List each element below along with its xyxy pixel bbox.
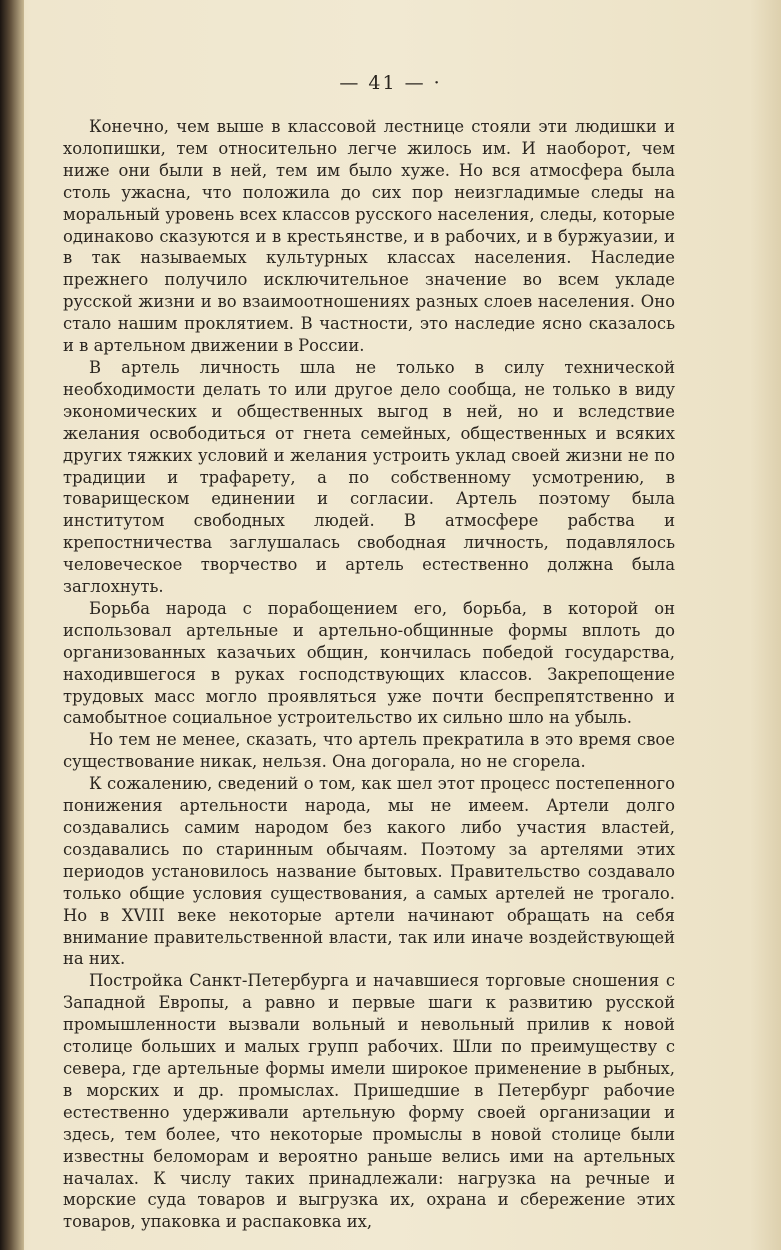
- paragraph: Но тем не менее, сказать, что артель прекратила в это время свое существование никак, нельзя. Она догорала, но не сгорела.: [63, 730, 675, 772]
- book-binding-edge: [0, 0, 24, 1250]
- paragraph: Конечно, чем выше в классовой лестнице стояли эти людишки и холопишки, тем относительно легче жилось им. И наоборот, чем ниже они были в ней, тем им было хуже. Но вся атмосфера была столь ужасна, что положила до сих пор неизгладимые следы на моральный уровень всех классов русского населения, следы, которые одинаково сказуются и в крестьянстве, и в рабочих, и в буржуазии, и в так называемых культурных классах населения. Наследие прежнего получило исключительное значение во всем укладе русской жизни и во взаимоотношениях разных слоев населения. Оно стало нашим проклятием. В частности, это наследие ясно сказалось и в артельном движении в России.: [63, 117, 675, 356]
- body-text: [63, 116, 675, 1233]
- paragraph: К сожалению, сведений о том, как шел этот процесс постепенного понижения артельности народа, мы не имеем. Артели долго создавались самим народом без какого либо участия властей, создавались по старинным обычаям. Поэтому за артелями этих периодов установилось название бытовых. Правительство создавало только общие условия существования, а самых артелей не трогало. Но в XVIII веке некоторые артели начинают обращать на себя внимание правительственной власти, так или иначе воздействующей на них.: [63, 774, 675, 969]
- paragraph: Борьба народа с порабощением его, борьба, в которой он использовал артельные и артельно-общинные формы вплоть до организованных казачьих общин, кончилась победой государства, находившегося в руках господствующих классов. Закрепощение трудовых масс могло проявляться уже почти беспрепятственно и самобытное социальное устроительство их сильно шло на убыль.: [63, 598, 675, 728]
- paragraph: В артель личность шла не только в силу технической необходимости делать то или другое дело сообща, не только в виду экономических и общественных выгод в ней, но и вследствие желания освободиться от гнета семейных, общественных и всяких других тяжких условий и желания устроить уклад своей жизни не по традиции и трафарету, а по собственному усмотрению, в товарищеском единении и согласии. Артель поэтому была институтом свободных людей. В атмосфере рабства и крепостничества заглушалась свободная личность, подавлялось человеческое творчество и артель естественно должна была заглохнуть.: [63, 357, 675, 597]
- paragraph: Постройка Санкт-Петербурга и начавшиеся торговые сношения с Западной Европы, а равно и первые шаги к развитию русской промышленности вызвали вольный и невольный прилив к новой столице больших и малых групп рабочих. Шли по преимуществу с севера, где артельные формы имели широкое применение в рыбных, в морских и др. промыслах. Пришедшие в Петербург рабочие естественно удерживали артельную форму своей организации и здесь, тем более, что некоторые промыслы в новой столице были известны беломорам и вероятно раньше велись ими на артельных началах. К числу таких принадлежали: нагрузка на речные и морские суда товаров и выгрузка их, охрана и сбережение этих товаров, упаковка и распаковка их,: [63, 971, 675, 1232]
- page-number: — 41 — ·: [339, 72, 442, 94]
